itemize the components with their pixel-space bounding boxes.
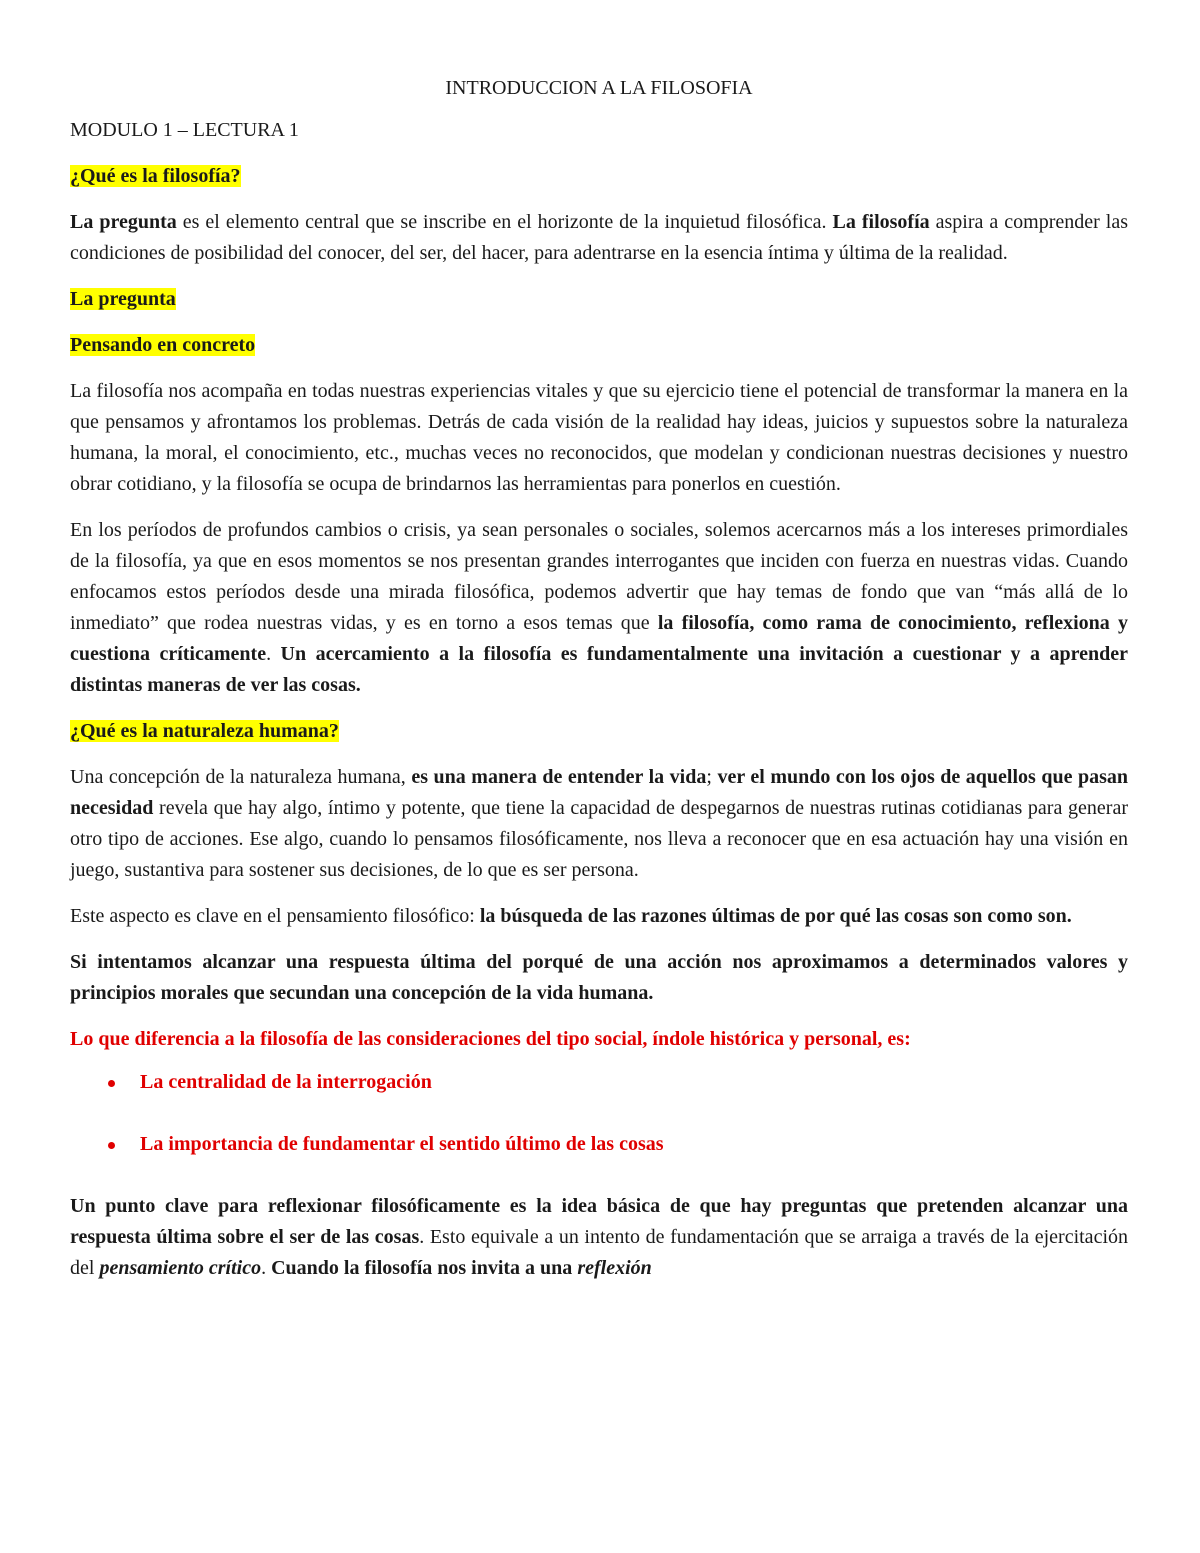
bold-text: la filosofía, como rama de conocimiento, reflexiona y cuestiona críticamente [70,612,1128,665]
list-item-label: La importancia de fundamentar el sentido último de las cosas [140,1133,664,1155]
paragraph-3 [70,515,1128,701]
section-heading-pregunta [70,284,1128,315]
bullet-icon [108,1080,115,1087]
highlighted-heading: ¿Qué es la naturaleza humana? [70,720,339,742]
bold-italic-text: pensamiento crítico [99,1257,262,1279]
paragraph-1 [70,207,1128,269]
bold-text: la búsqueda de las razones últimas de por qué las cosas son como son. [479,905,1072,927]
list-item-label: La centralidad de la interrogación [140,1071,432,1093]
section-heading-pensando [70,330,1128,361]
list-item [70,1129,1128,1160]
text: Este aspecto es clave en el pensamiento filosófico: [70,905,480,927]
paragraph-5 [70,901,1128,932]
text: . Esto equivale a un intento de fundamentación que se arraiga a través de la ejercitación del [70,1226,1128,1279]
bold-text: ver el mundo con los ojos de aquellos que pasan necesidad [70,766,1129,819]
highlighted-heading: Pensando en concreto [70,334,256,356]
paragraph-6 [70,947,1128,1009]
bold-text: Cuando la filosofía nos invita a una [271,1257,578,1279]
document-page [70,73,1128,1299]
paragraph-8 [70,1191,1128,1284]
bullet-list [70,1067,1128,1160]
highlighted-heading: ¿Qué es la filosofía? [70,165,241,187]
highlighted-heading: La pregunta [70,288,176,310]
paragraph-4 [70,762,1128,886]
bold-text: es una manera de entender la vida [411,766,707,788]
text: Una concepción de la naturaleza humana, [70,766,412,788]
bullet-icon [108,1142,115,1149]
text: es el elemento central que se inscribe en el horizonte de la inquietud filosófica. [176,211,833,233]
bold-text: Si intentamos alcanzar una respuesta última del porqué de una acción nos aproximamos a determinados valores y principios morales que secundan una concepción de la vida humana. [70,951,1128,1004]
bold-italic-text: reflexión [577,1257,652,1279]
document-title: INTRODUCCION A LA FILOSOFIA [445,77,753,99]
module-heading: MODULO 1 – LECTURA 1 [70,119,299,141]
bold-text: Un acercamiento a la filosofía es fundamentalmente una invitación a cuestionar y a aprender distintas maneras de ver las cosas. [70,643,1129,696]
paragraph-2: La filosofía nos acompaña en todas nuestras experiencias vitales y que su ejercicio tiene el potencial de transformar la manera en la que pensamos y afrontamos los problemas. Detrás de cada visión de la realidad hay ideas, juicios y supuestos sobre la naturaleza humana, la moral, el conocimiento, etc., muchas veces no reconocidos, que modelan y condicionan nuestras decisiones y nuestro obrar cotidiano, y la filosofía se ocupa de brindarnos las herramientas para ponerlos en cuestión. [70,380,1128,495]
text: . [266,643,281,665]
list-item [70,1067,1128,1098]
text: . [261,1257,272,1279]
bold-text: La pregunta [70,211,177,233]
section-heading-que-es [70,161,1128,192]
text: ; [706,766,718,788]
bold-text: La filosofía [832,211,930,233]
text: aspira a comprender las condiciones de posibilidad del conocer, del ser, del hacer, para adentrarse en la esencia íntima y última de la realidad. [70,211,1128,264]
paragraph-7: Lo que diferencia a la filosofía de las consideraciones del tipo social, índole histórica y personal, es: [70,1028,911,1050]
bold-text: Un punto clave para reflexionar filosóficamente es la idea básica de que hay preguntas que pretenden alcanzar una respuesta última sobre el ser de las cosas [70,1195,1128,1248]
text: revela que hay algo, íntimo y potente, que tiene la capacidad de despegarnos de nuestras rutinas cotidianas para generar otro tipo de acciones. Ese algo, cuando lo pensamos filosóficamente, nos lleva a reconocer que en esa actuación hay una visión en juego, sustantiva para sostener sus decisiones, de lo que es ser persona. [70,797,1128,881]
section-heading-naturaleza [70,716,1128,747]
text: En los períodos de profundos cambios o crisis, ya sean personales o sociales, solemos acercarnos más a los intereses primordiales de la filosofía, ya que en esos momentos se nos presentan grandes interrogantes que inciden con fuerza en nuestras vidas. Cuando enfocamos estos períodos desde una mirada filosófica, podemos advertir que hay temas de fondo que van “más allá de lo inmediato” que rodea nuestras vidas, y es en torno a esos temas que [70,519,1128,634]
